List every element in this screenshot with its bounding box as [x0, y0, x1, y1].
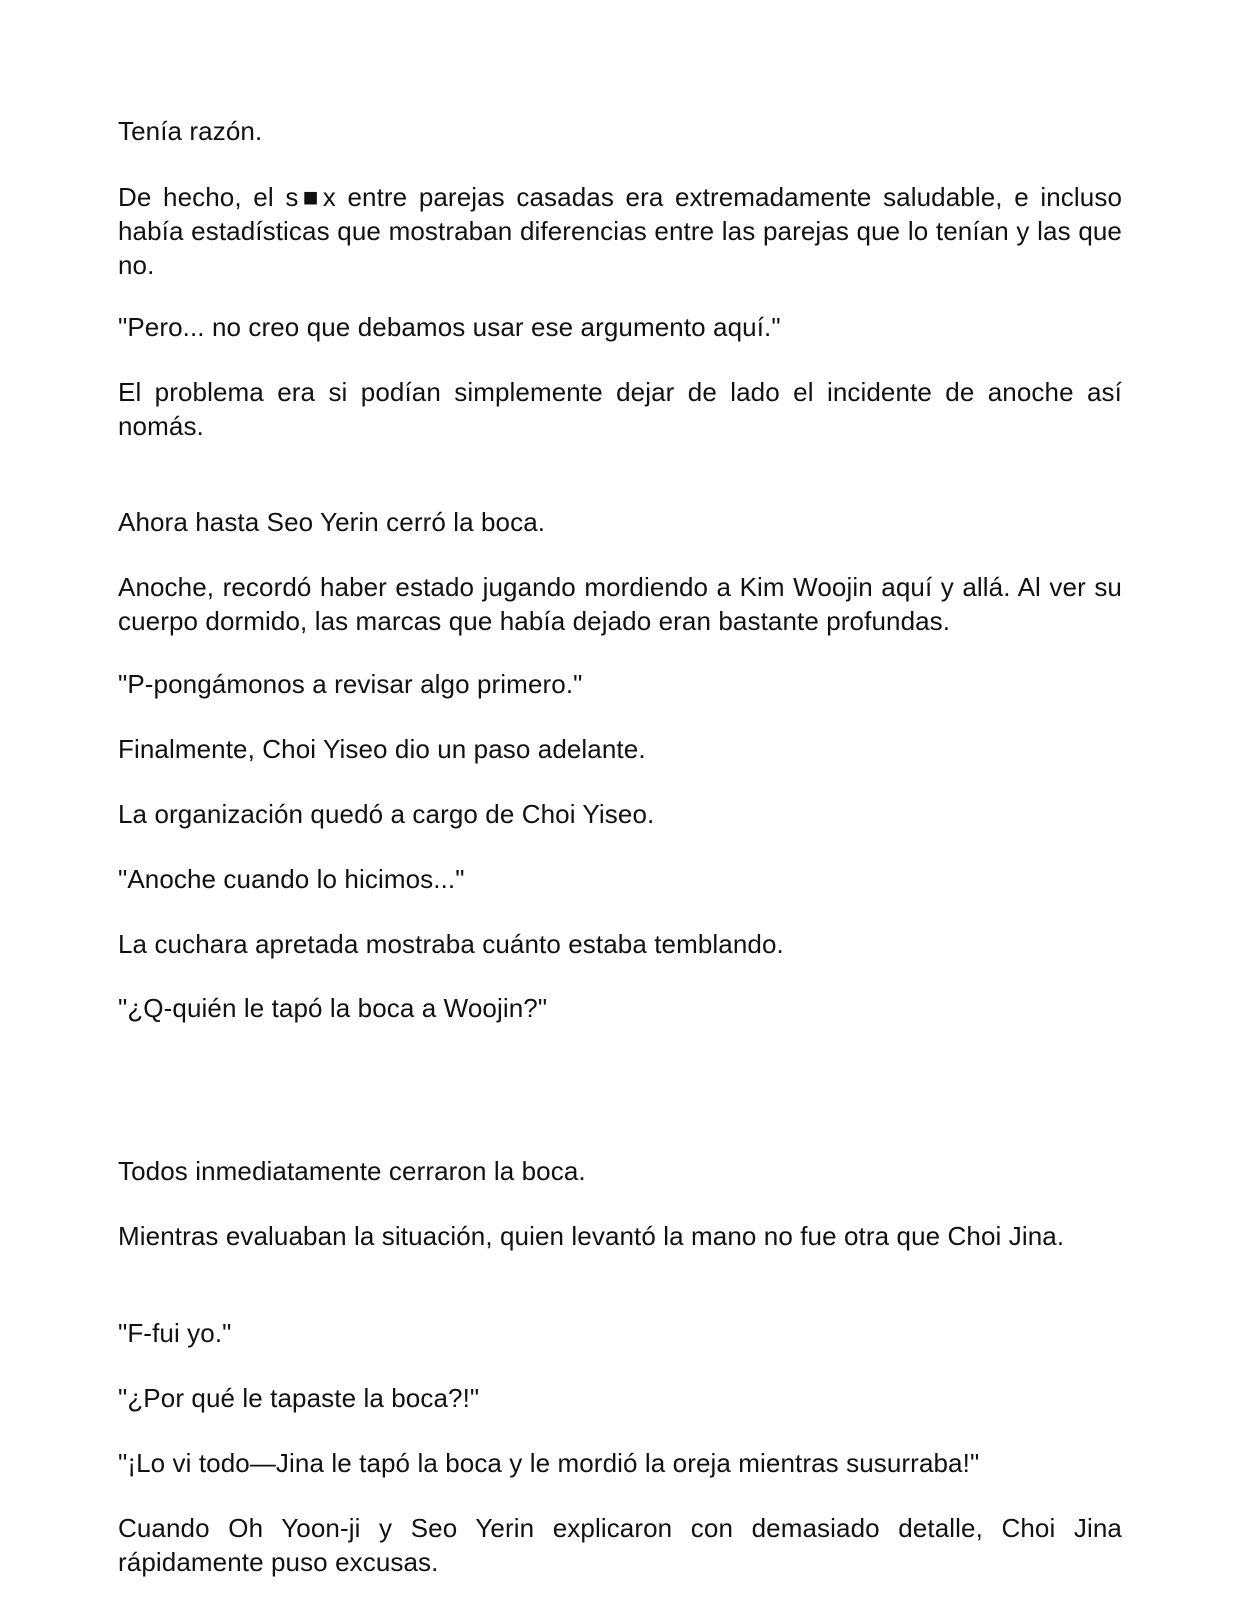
- paragraph: "F-fui yo.": [118, 1318, 232, 1348]
- paragraph: "¿Por qué le tapaste la boca?!": [118, 1383, 480, 1413]
- paragraph: "¡Lo vi todo—Jina le tapó la boca y le mordió la oreja mientras susurraba!": [118, 1448, 980, 1478]
- paragraph: "P-pongámonos a revisar algo primero.": [118, 669, 583, 699]
- paragraph: De hecho, el s■x entre parejas casadas era extremadamente saludable, e incluso había estadísticas que mostraban diferencias entre las parejas que lo tenían y las que no.: [118, 182, 1122, 280]
- paragraph: "Pero... no creo que debamos usar ese argumento aquí.": [118, 312, 781, 342]
- paragraph: Mientras evaluaban la situación, quien levantó la mano no fue otra que Choi Jina.: [118, 1221, 1065, 1251]
- paragraph: La cuchara apretada mostraba cuánto estaba temblando.: [118, 929, 784, 959]
- paragraph: Cuando Oh Yoon-ji y Seo Yerin explicaron con demasiado detalle, Choi Jina rápidamente puso excusas.: [118, 1513, 1122, 1577]
- paragraph: "¿Q-quién le tapó la boca a Woojin?": [118, 993, 548, 1023]
- paragraph: Tenía razón.: [118, 116, 263, 146]
- paragraph: Finalmente, Choi Yiseo dio un paso adelante.: [118, 734, 646, 764]
- paragraph: "Anoche cuando lo hicimos...": [118, 864, 465, 894]
- paragraph: Anoche, recordó haber estado jugando mordiendo a Kim Woojin aquí y allá. Al ver su cuerpo dormido, las marcas que había dejado eran bastante profundas.: [118, 572, 1122, 636]
- paragraph: El problema era si podían simplemente dejar de lado el incidente de anoche así nomás.: [118, 377, 1122, 441]
- paragraph: Ahora hasta Seo Yerin cerró la boca.: [118, 507, 546, 537]
- paragraph: La organización quedó a cargo de Choi Yiseo.: [118, 799, 655, 829]
- paragraph: Todos inmediatamente cerraron la boca.: [118, 1156, 586, 1186]
